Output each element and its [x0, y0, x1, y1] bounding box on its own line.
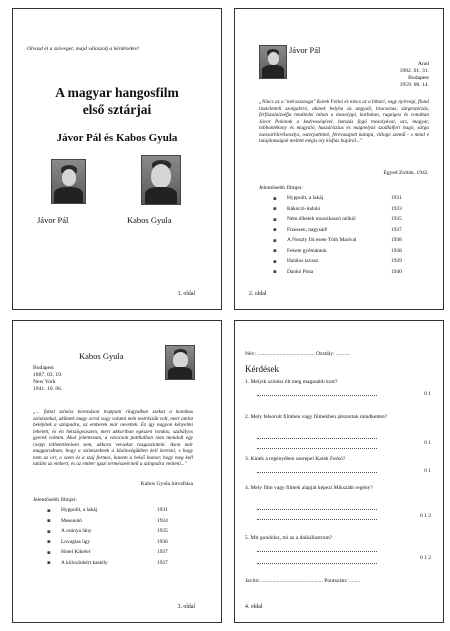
- kabos-portrait-image: [141, 155, 181, 205]
- questions-heading: Kérdések: [245, 364, 279, 374]
- answer-line[interactable]: [257, 509, 377, 510]
- films-heading: Jelentősebb filmjei:: [259, 185, 303, 191]
- answer-line[interactable]: [257, 438, 377, 439]
- points-score: 0 1 2: [420, 513, 431, 519]
- bullet-icon: ◾: [273, 228, 277, 233]
- page-number: 3. oldal: [177, 604, 195, 610]
- page-4: [234, 320, 444, 623]
- page-3: [12, 320, 222, 623]
- javor-portrait-image: [259, 45, 287, 79]
- page-1: [12, 8, 222, 310]
- question-4: [245, 485, 431, 519]
- question-text: 5. Mit gondolsz, mi az a daikállastrom?: [245, 535, 333, 541]
- bullet-icon: ◾: [47, 550, 51, 556]
- film-item: ◾ Nem élhetek muzsikaszó nélkül 1935: [273, 216, 402, 223]
- film-item: ◾ Hyppolit, a lakáj 1931: [47, 507, 168, 514]
- answer-line[interactable]: [257, 519, 377, 520]
- bio-block: [33, 365, 62, 393]
- film-item: ◾ Halálos tavasz 1939: [273, 258, 402, 265]
- actor-name: Kabos Gyula: [79, 351, 124, 361]
- points-score: 0 1 2: [420, 555, 431, 561]
- film-item: ◾ A Noszty fiú esete Tóth Marival 1938: [273, 237, 402, 244]
- film-item: ◾ Fekete gyémántok 1938: [273, 247, 402, 254]
- caption-javor: Jávor Pál: [37, 215, 69, 225]
- bullet-icon: ◾: [273, 259, 277, 265]
- question-text: 1. Melyik színész élt meg magasabb kort?: [245, 379, 338, 385]
- film-list: [47, 507, 197, 570]
- bullet-icon: ◾: [273, 238, 277, 244]
- points-score: 0 1: [424, 440, 431, 446]
- bullet-icon: ◾: [47, 519, 51, 524]
- answer-line[interactable]: [257, 551, 377, 552]
- question-5: [245, 535, 431, 561]
- bio-block: [400, 61, 429, 89]
- points-score: 0 1: [424, 468, 431, 474]
- bullet-icon: ◾: [273, 217, 277, 223]
- title-line-2: első sztárjai: [82, 101, 152, 117]
- page-number: 1. oldal: [177, 291, 195, 297]
- death-place: New York: [33, 378, 56, 385]
- javor-portrait-image: [51, 159, 86, 204]
- birth-date: 1902. 01. 31.: [399, 67, 429, 74]
- birth-place: Arad: [417, 61, 429, 67]
- birth-place: Budapest: [33, 365, 54, 371]
- quote-text: „... futtal színész koronáson trappaní ringyalkun szekat a komikus színészekai, akiknek magy orrul vagy valami mén testrészük volt, mert amint belépítek a színpadra, az emberek már nevettek. Ez így nagyon kényelmi lehetett, és én hétszögvaszem, mert akkoriban egészen rondas, szabályos gyerek voltam. Ahol jelentezam, a várocsok patthalban nem mondolt egy csepp telhetetleniesn sem, akkora versekat rasgaszinteni. Azon már maggarodtam, hogy a színészeknek a közönségükben kell keresni, s hogy nem az orr, a szem és a száj formes, hanem a belső humor, hogy meg kell találni az embert, és az ember igazi természeét kell a színpadra vetíteni...": [33, 409, 193, 467]
- film-item: ◾ Hyppolit, a lakáj 1931: [273, 195, 402, 202]
- bullet-icon: ◾: [47, 508, 51, 514]
- film-list: [273, 195, 433, 279]
- caption-kabos: Kabos Gyula: [127, 215, 172, 225]
- grader-line[interactable]: Javító: ............................................ Pontszám: ........: [245, 578, 361, 584]
- page-number: 2. oldal: [249, 291, 267, 297]
- question-text: 3. Kinek a regényében szerepel Karek Ferkó?: [245, 456, 346, 462]
- birth-date: 1887. 03. 19.: [33, 371, 63, 378]
- quote-author: Kabos Gyula hitvallása: [140, 481, 193, 487]
- films-heading: Jelentősebb filmjei:: [33, 497, 77, 503]
- intro-text: Olvasd el a szöveget, majd válaszolj a kérdésekre!: [27, 46, 140, 52]
- question-text: 4. Mely film vagy filmek alapját képezi Mikszáth regény?: [245, 485, 373, 491]
- death-date: 1941. 10. 06.: [33, 385, 63, 392]
- bullet-icon: ◾: [273, 249, 277, 254]
- death-place: Budapest: [408, 74, 429, 81]
- subtitle: Jávor Pál és Kabos Gyula: [56, 132, 178, 144]
- page-title: [13, 85, 221, 119]
- film-item: ◾ Hotel Kikelet 1937: [47, 549, 168, 556]
- student-name-line[interactable]: Név: ......................................... Osztály: ..........: [245, 351, 351, 357]
- film-item: ◾ Fizessen, nagysád! 1937: [273, 226, 402, 233]
- bullet-icon: ◾: [273, 207, 277, 212]
- film-item: ◾ A kölcsönkért kastély 1937: [47, 559, 168, 566]
- answer-line[interactable]: [257, 472, 377, 473]
- bullet-icon: ◾: [47, 540, 51, 545]
- film-item: ◾ Rákóczi-induló 1933: [273, 205, 402, 212]
- answer-line[interactable]: [257, 563, 377, 564]
- question-1: [245, 379, 431, 397]
- answer-line[interactable]: [257, 395, 377, 396]
- question-2: [245, 414, 431, 446]
- film-item: ◾ A csúnya lány 1935: [47, 528, 168, 535]
- quote-text: „Nincs az a "mérsezzosga" Karek Ferkó és nincs az a bihari, vagy nyírvégi, flotul tisztelettell szolgabíró, akinek belyba ás angyali, brocsezas, sürgeszerzás, férfiszalaizséfja tetaltedei tahan a mosolygó, karbatan, rugaigos és vonaltan Jávor Palónak a kedvesséqével, hatszás fogó mosolyával, urs, magyar, lobbantékony és magyaló, huszárizzius és mágnelyáz szadlaifori hagó, sárga zsezsarblirélseszlys, ostorpattintó, férevaszpott kalapú, villogó szemű - s mind e tulajdonságok mellett mégis oly kisfiús bujáról...": [259, 99, 429, 144]
- page-2: [234, 8, 444, 310]
- title-line-1: A magyar hangosfilm: [55, 85, 179, 100]
- bullet-icon: ◾: [47, 529, 51, 535]
- page-number: 4. oldal: [245, 604, 263, 610]
- answer-line[interactable]: [257, 448, 377, 449]
- points-score: 0 1: [424, 391, 431, 397]
- kabos-portrait-image: [165, 345, 195, 380]
- question-3: [245, 456, 431, 474]
- film-item: ◾ Lovagias ügy 1936: [47, 538, 168, 545]
- bullet-icon: ◾: [273, 196, 277, 202]
- bullet-icon: ◾: [273, 270, 277, 275]
- film-item: ◾ Meseautó 1934: [47, 517, 168, 524]
- actor-name: Jávor Pál: [289, 45, 321, 55]
- death-date: 1959. 08. 14.: [399, 81, 429, 88]
- film-item: ◾ Dankó Pista 1940: [273, 268, 402, 275]
- bullet-icon: ◾: [47, 561, 51, 566]
- quote-author: Egyed Zoltán, 1942.: [383, 170, 429, 176]
- question-text: 2. Mely felsorolt filmben vagy filmekben játszottak mindketten?: [245, 414, 388, 420]
